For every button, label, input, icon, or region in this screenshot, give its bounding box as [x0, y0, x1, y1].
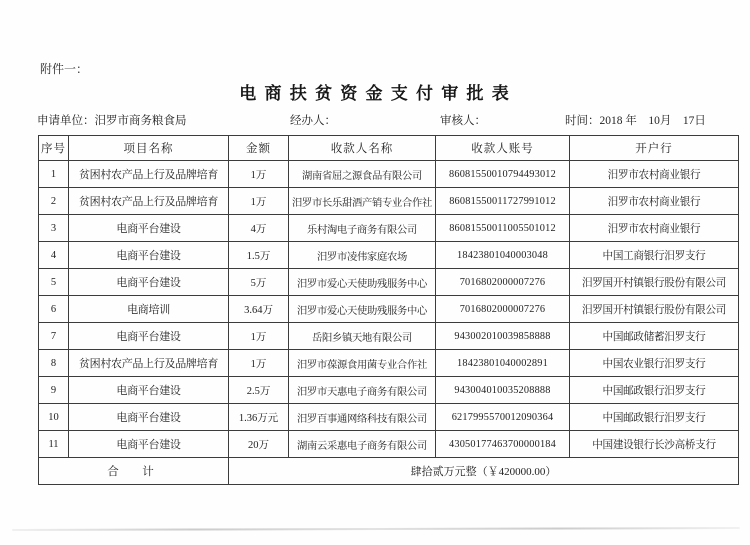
row-number: 10 [39, 404, 69, 431]
row-number: 4 [39, 242, 69, 269]
bank-name: 汨罗国开村镇银行股份有限公司 [570, 269, 739, 296]
column-header-2: 项目名称 [69, 136, 229, 161]
bank-name: 中国建设银行长沙高桥支行 [570, 431, 739, 458]
bank-name: 中国工商银行汨罗支行 [570, 242, 739, 269]
column-header-6: 开户行 [570, 136, 739, 161]
table-row [39, 161, 739, 188]
project-name: 电商平台建设 [69, 323, 229, 350]
table-row [39, 215, 739, 242]
amount: 5万 [229, 269, 289, 296]
applicant-label: 申请单位： [37, 115, 95, 127]
bank-name: 中国邮政储蓄汨罗支行 [570, 323, 739, 350]
table-row [39, 377, 739, 404]
table-row [39, 269, 739, 296]
project-name: 贫困村农产品上行及品牌培育 [69, 161, 229, 188]
payee-account: 86081550011005501012 [436, 215, 570, 242]
row-number: 1 [39, 161, 69, 188]
payee-name: 岳阳乡镇天地有限公司 [289, 323, 436, 350]
payee-account: 7016802000007276 [436, 269, 570, 296]
table-row [39, 188, 739, 215]
bank-name: 汨罗市农村商业银行 [570, 188, 739, 215]
amount: 4万 [229, 215, 289, 242]
row-number: 8 [39, 350, 69, 377]
column-header-5: 收款人账号 [436, 136, 570, 161]
reviewer-label: 审核人： [440, 115, 486, 127]
approval-table [38, 135, 739, 485]
table-row [39, 323, 739, 350]
table-row [39, 431, 739, 458]
applicant-field [37, 112, 187, 128]
payee-name: 汨罗市葆源食用菌专业合作社 [289, 350, 436, 377]
payee-account: 43050177463700000184 [436, 431, 570, 458]
payee-account: 18423801040002891 [436, 350, 570, 377]
project-name: 贫困村农产品上行及品牌培育 [69, 350, 229, 377]
payee-name: 湖南云采惠电子商务有限公司 [289, 431, 436, 458]
row-number: 5 [39, 269, 69, 296]
project-name: 电商平台建设 [69, 431, 229, 458]
project-name: 电商培训 [69, 296, 229, 323]
payee-name: 汨罗百事通网络科技有限公司 [289, 404, 436, 431]
project-name: 电商平台建设 [69, 269, 229, 296]
handler-label: 经办人： [290, 115, 336, 127]
scan-shadow-artifact [12, 527, 740, 531]
amount: 1万 [229, 161, 289, 188]
bank-name: 汨罗市农村商业银行 [570, 161, 739, 188]
total-label: 合 计 [39, 458, 229, 485]
total-value: 肆拾贰万元整（￥420000.00） [229, 458, 739, 485]
table-row [39, 296, 739, 323]
column-header-4: 收款人名称 [289, 136, 436, 161]
amount: 1万 [229, 323, 289, 350]
payee-name: 湖南省屈之源食品有限公司 [289, 161, 436, 188]
amount: 3.64万 [229, 296, 289, 323]
payee-name: 汨罗市长乐甜酒产销专业合作社 [289, 188, 436, 215]
payee-account: 86081550011727991012 [436, 188, 570, 215]
applicant-value: 汨罗市商务粮食局 [94, 115, 187, 127]
amount: 20万 [229, 431, 289, 458]
bank-name: 汨罗市农村商业银行 [570, 215, 739, 242]
total-row [39, 458, 739, 485]
row-number: 3 [39, 215, 69, 242]
project-name: 电商平台建设 [69, 242, 229, 269]
table-header-row [39, 136, 739, 161]
project-name: 电商平台建设 [69, 404, 229, 431]
payee-account: 7016802000007276 [436, 296, 570, 323]
amount: 2.5万 [229, 377, 289, 404]
info-row [0, 112, 750, 128]
payee-name: 汨罗市爱心天使助残服务中心 [289, 296, 436, 323]
column-header-3: 金额 [229, 136, 289, 161]
row-number: 2 [39, 188, 69, 215]
table-row [39, 242, 739, 269]
payee-account: 943004010035208888 [436, 377, 570, 404]
project-name: 电商平台建设 [69, 215, 229, 242]
row-number: 6 [39, 296, 69, 323]
table-row [39, 350, 739, 377]
payee-name: 汨罗市爱心天使助残服务中心 [289, 269, 436, 296]
payee-name: 汨罗市凌伟家庭农场 [289, 242, 436, 269]
payee-account: 943002010039858888 [436, 323, 570, 350]
time-value: 2018 年 10月 17日 [599, 115, 706, 127]
column-header-1: 序号 [39, 136, 69, 161]
payee-name: 汨罗市天惠电子商务有限公司 [289, 377, 436, 404]
row-number: 11 [39, 431, 69, 458]
bank-name: 中国邮政银行汨罗支行 [570, 377, 739, 404]
time-label: 时间： [565, 115, 600, 127]
bank-name: 中国农业银行汨罗支行 [570, 350, 739, 377]
project-name: 贫困村农产品上行及品牌培育 [69, 188, 229, 215]
payee-account: 18423801040003048 [436, 242, 570, 269]
time-field [565, 112, 706, 128]
attachment-label: 附件一： [40, 62, 89, 76]
row-number: 9 [39, 377, 69, 404]
bank-name: 汨罗国开村镇银行股份有限公司 [570, 296, 739, 323]
bank-name: 中国邮政银行汨罗支行 [570, 404, 739, 431]
payee-account: 86081550010794493012 [436, 161, 570, 188]
amount: 1万 [229, 188, 289, 215]
table-row [39, 404, 739, 431]
amount: 1万 [229, 350, 289, 377]
document-title: 电 商 扶 贫 资 金 支 付 审 批 表 [239, 84, 511, 103]
project-name: 电商平台建设 [69, 377, 229, 404]
payee-name: 乐村淘电子商务有限公司 [289, 215, 436, 242]
amount: 1.5万 [229, 242, 289, 269]
row-number: 7 [39, 323, 69, 350]
payee-account: 6217995570012090364 [436, 404, 570, 431]
amount: 1.36万元 [229, 404, 289, 431]
